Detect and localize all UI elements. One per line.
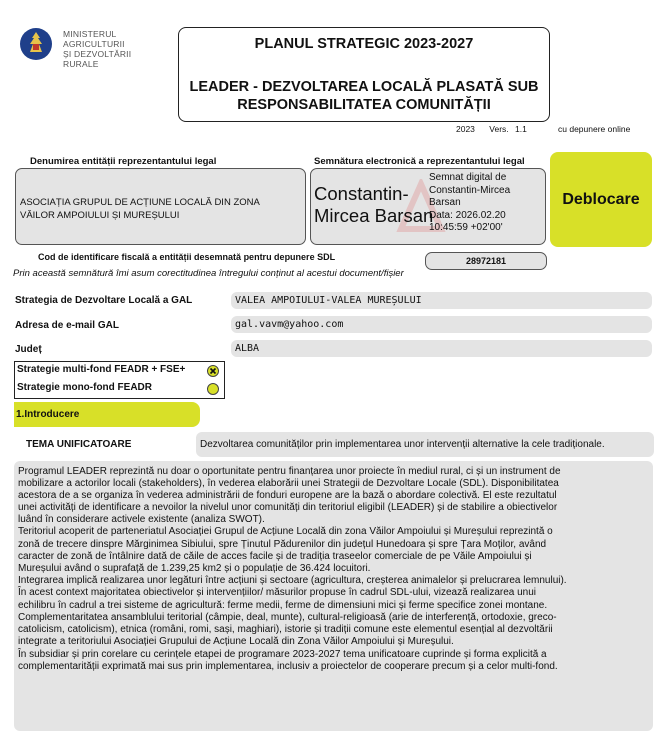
signature-time: 10:45:59 +02'00' [429,222,503,233]
intro-line: În subsidiar și prin corelare cu cerințele etapei de programare 2023-2027 tema unificatoare cuprinde și forma explicită a [18,649,547,660]
intro-line: acestora de a se organiza în vederea administrării de fonduri europene are la bază o abordare colectivă. El este rezultatul [18,490,557,501]
intro-line: zonă de trecere dinspre Mărginimea Sibiului, spre Ținutul Pădurenilor din județul Hunedoara și spre Țara Moților, având [18,539,547,550]
mono-fund-radio[interactable] [207,383,219,395]
theme-label: TEMA UNIFICATOARE [26,439,132,450]
signature-label: Semnătura electronică a reprezentantului legal [314,156,525,167]
strategy-type-group [14,361,225,399]
subtitle-line-2: RESPONSABILITATEA COMUNITĂȚII [237,97,491,113]
county-value: ALBA [235,343,260,354]
ministry-line-1: MINISTERUL AGRICULTURII [63,29,125,49]
ministry-line-2: ȘI DEZVOLTĂRII RURALE [63,49,132,69]
intro-line: Programul LEADER reprezintă nu doar o oportunitate pentru finanțarea unor proiecte în mediul rural, ci și un instrument de [18,466,561,477]
mono-fund-label: Strategie mono-fond FEADR [17,382,152,393]
program-title: PLANUL STRATEGIC 2023-2027 [254,36,474,52]
intro-line: mobilizare a actorilor locali (stakeholders), în vederea elaborării unei Strategii de Dezvoltare Locale (SDL). Disponibilitatea [18,478,559,489]
intro-line: catolicism, catolicism), etnica (români, romi, sași, maghiari), istorie și tradiții comune este elementul esențial al dezvoltării [18,624,553,635]
email-field[interactable] [231,316,652,333]
email-label: Adresa de e-mail GAL [15,320,119,331]
intro-line: Teritoriul acoperit de parteneriatul Asociației Grupul de Acțiune Locală din zona Văilor Ampoiului și Mureșului reprezintă o [18,526,553,537]
unlock-button[interactable]: Deblocare [550,152,652,247]
coat-of-arms-icon [18,26,58,62]
intro-line: unei activități de identificare a nevoilor la nivelul unor comunități din teritoriul eligibil (LEADER) și de stabilire a obiectivelor [18,502,558,513]
theme-value: Dezvoltarea comunităților prin implementarea unor intervenții alternative la cele tradiționale. [200,439,605,450]
signature-detail-1: Semnat digital de [429,172,507,183]
entity-name-line-2: VĂILOR AMPOIULUI ȘI MUREȘULUI [20,210,180,221]
signer-name [314,183,433,227]
intro-line: În acest context majoritatea obiectivelor și intervențiilor/ măsurilor propuse în cadrul SDL-ului, vizează realizarea unui [18,587,537,598]
fiscal-code-field[interactable] [425,252,547,270]
multi-fund-label: Strategie multi-fond FEADR + FSE+ [17,364,186,375]
ministry-name [63,29,168,69]
declaration-text: Prin această semnătură îmi asum corectitudinea întregului conținut al acestui document/fișier [13,268,404,279]
intro-textarea[interactable] [14,461,653,731]
intro-line: complementarității exprimată mai sus prin implementarea, inclusiv a proiectelor de cooperare precum și a celor multi-fond. [18,661,558,672]
intro-line: luând în considerare activele existente (analiza SWOT). [18,514,265,525]
year: 2023 [456,124,475,134]
program-subtitle [179,78,549,114]
digital-signature[interactable] [310,168,546,245]
signature-detail-2: Constantin-Mircea [429,184,511,196]
strategy-field[interactable] [231,292,652,309]
version-label: Vers. [489,124,509,134]
intro-line: Mureșului având o suprafață de 1.239,25 km2 și o populație de 36.424 locuitori. [18,563,371,574]
signer-name-line-1: Constantin- [314,183,409,204]
fiscal-code-label: Cod de identificare fiscală a entității desemnată pentru depunere SDL [38,252,336,262]
multi-fund-radio[interactable] [207,365,219,377]
intro-line: echilibru în cadrul a trei sisteme de agricultură: ferme medii, ferme de dimensiuni mici și ferme specifice zonei montane. [18,600,548,611]
intro-line: Integrarea implică realizarea unor legături între acțiuni și sectoare (agricultura, creșterea animalelor și prelucrarea lemnului). [18,575,567,586]
subtitle-line-1: LEADER - DEZVOLTAREA LOCALĂ PLASATĂ SUB [189,79,539,95]
intro-line: integrate a teritoriului Asociației Grupului de Acțiune Locală din Zona Văilor Ampoiului și Mureșului. [18,636,454,647]
version-info [456,124,539,134]
strategy-value: VALEA AMPOIULUI-VALEA MUREȘULUI [235,295,422,306]
checked-x-icon [208,366,218,376]
ministry-logo [18,26,168,69]
intro-line: caracter de zonă de întâlnire dată de căile de acces facile și de tradiția traseelor comerciale de pe Văile Ampoiului și [18,551,532,562]
entity-name-field[interactable] [15,168,306,245]
title-box [178,27,550,122]
strategy-label: Strategia de Dezvoltare Locală a GAL [15,295,193,306]
signature-details [429,172,510,235]
county-label: Județ [15,344,42,355]
signature-date: Data: 2026.02.20 [429,209,506,221]
intro-line: Complementaritatea ansamblului teritorial (câmpie, deal, munte), cultural-religioasă (arie de interferență, ortodoxie, greco- [18,612,557,623]
entity-label: Denumirea entității reprezentantului legal [30,156,217,167]
fiscal-code-value: 28972181 [465,256,507,266]
signature-detail-3: Barsan [429,197,461,208]
tab-introducere[interactable]: 1.Introducere [14,402,200,427]
entity-name-line-1: ASOCIAȚIA GRUPUL DE ACȚIUNE LOCALĂ DIN ZONA [20,197,260,208]
submit-mode: cu depunere online [558,124,631,134]
email-value: gal.vavm@yahoo.com [235,319,344,330]
version-number: 1.1 [515,124,527,134]
theme-field[interactable] [196,432,654,457]
county-field[interactable] [231,340,652,357]
signer-name-line-2: Mircea Barsan [314,205,434,226]
